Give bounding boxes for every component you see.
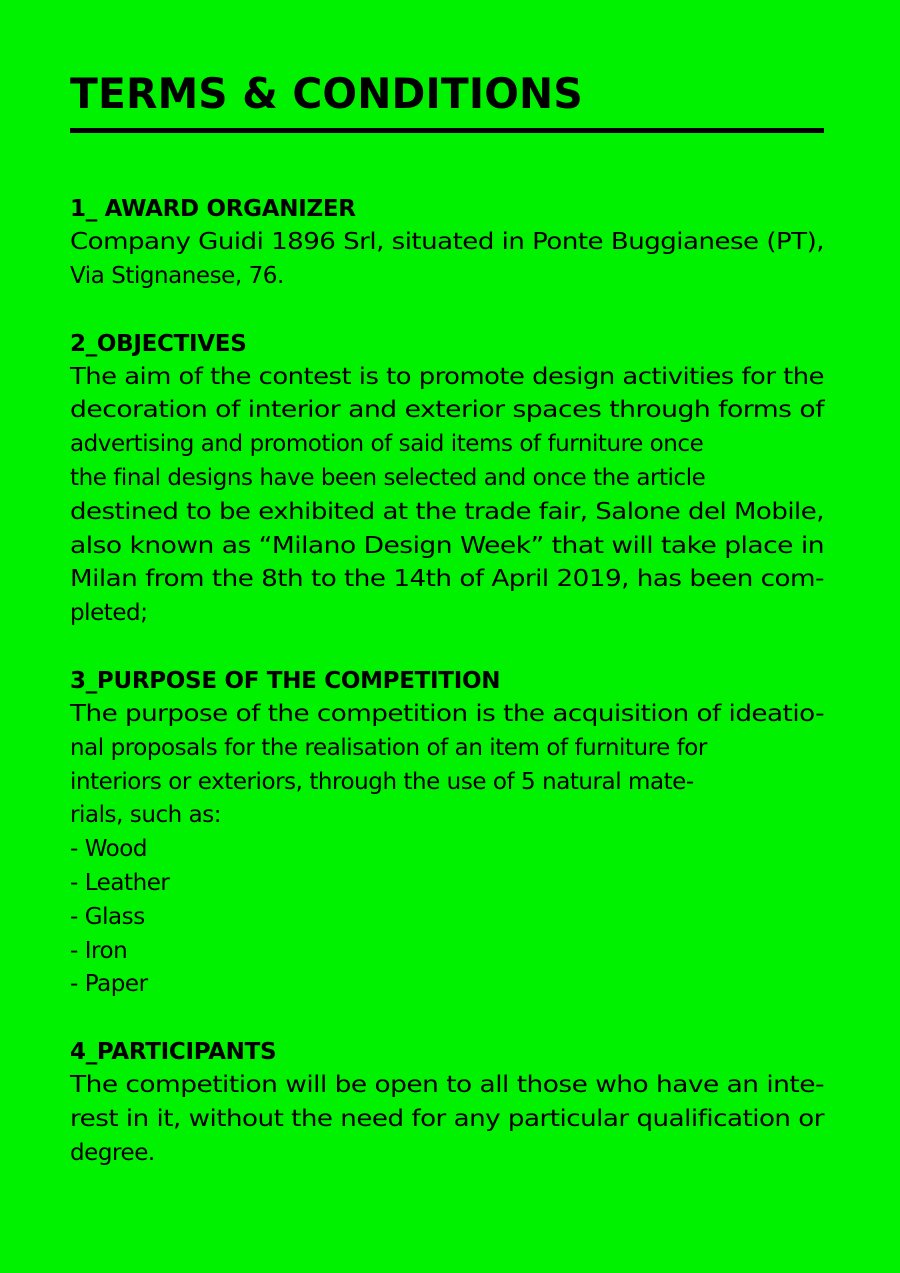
paragraph-line: Milan from the 8th to the 14th of April 2019, has been com-: [70, 566, 825, 593]
paragraph-line: decoration of interior and exterior spaces through forms of: [70, 397, 825, 424]
paragraph-line: pleted;: [70, 600, 148, 627]
section-objectives: [70, 328, 824, 631]
section-heading: 1_ AWARD ORGANIZER: [70, 196, 356, 222]
list-item-iron: - Iron: [70, 937, 128, 964]
paragraph-line: advertising and promotion of said items of furniture once: [70, 431, 704, 458]
section-heading: 3_PURPOSE OF THE COMPETITION: [70, 667, 501, 694]
list-item-leather: - Leather: [70, 869, 170, 896]
section-heading: 4_PARTICIPANTS: [70, 1039, 277, 1066]
paragraph-line: Company Guidi 1896 Srl, situated in Ponte Buggianese (PT),: [70, 229, 825, 255]
list-item-paper: - Paper: [70, 971, 148, 998]
sections-container: [70, 193, 824, 1171]
paragraph-line: The purpose of the competition is the acquisition of ideatio-: [70, 700, 825, 727]
page-title: TERMS & CONDITIONS: [70, 69, 583, 118]
paragraph-line: The aim of the contest is to promote design activities for the: [70, 363, 825, 390]
list-item-glass: - Glass: [70, 903, 145, 930]
section-award-organizer: [70, 193, 824, 294]
paragraph-line: The competition will be open to all those who have an inte-: [70, 1072, 824, 1099]
section-heading: 2_OBJECTIVES: [70, 330, 247, 357]
paragraph-line: rials, such as:: [70, 802, 222, 829]
list-item-wood: - Wood: [70, 836, 148, 863]
section-purpose-of-competition: [70, 665, 824, 1002]
paragraph-line: rest in it, without the need for any particular qualification or: [70, 1105, 825, 1132]
paragraph-line: nal proposals for the realisation of an item of furniture for: [70, 734, 707, 761]
paragraph-line: Via Stignanese, 76.: [70, 262, 284, 289]
paragraph-line: destined to be exhibited at the trade fair, Salone del Mobile,: [70, 498, 825, 525]
title-underline-divider: [70, 128, 824, 133]
paragraph-line: also known as “Milano Design Week” that will take place in: [70, 532, 825, 559]
section-participants: [70, 1036, 824, 1170]
paragraph-line: degree.: [70, 1139, 155, 1166]
paragraph-line: interiors or exteriors, through the use of 5 natural mate-: [70, 768, 694, 795]
paragraph-line: the final designs have been selected and once the article: [70, 464, 706, 491]
